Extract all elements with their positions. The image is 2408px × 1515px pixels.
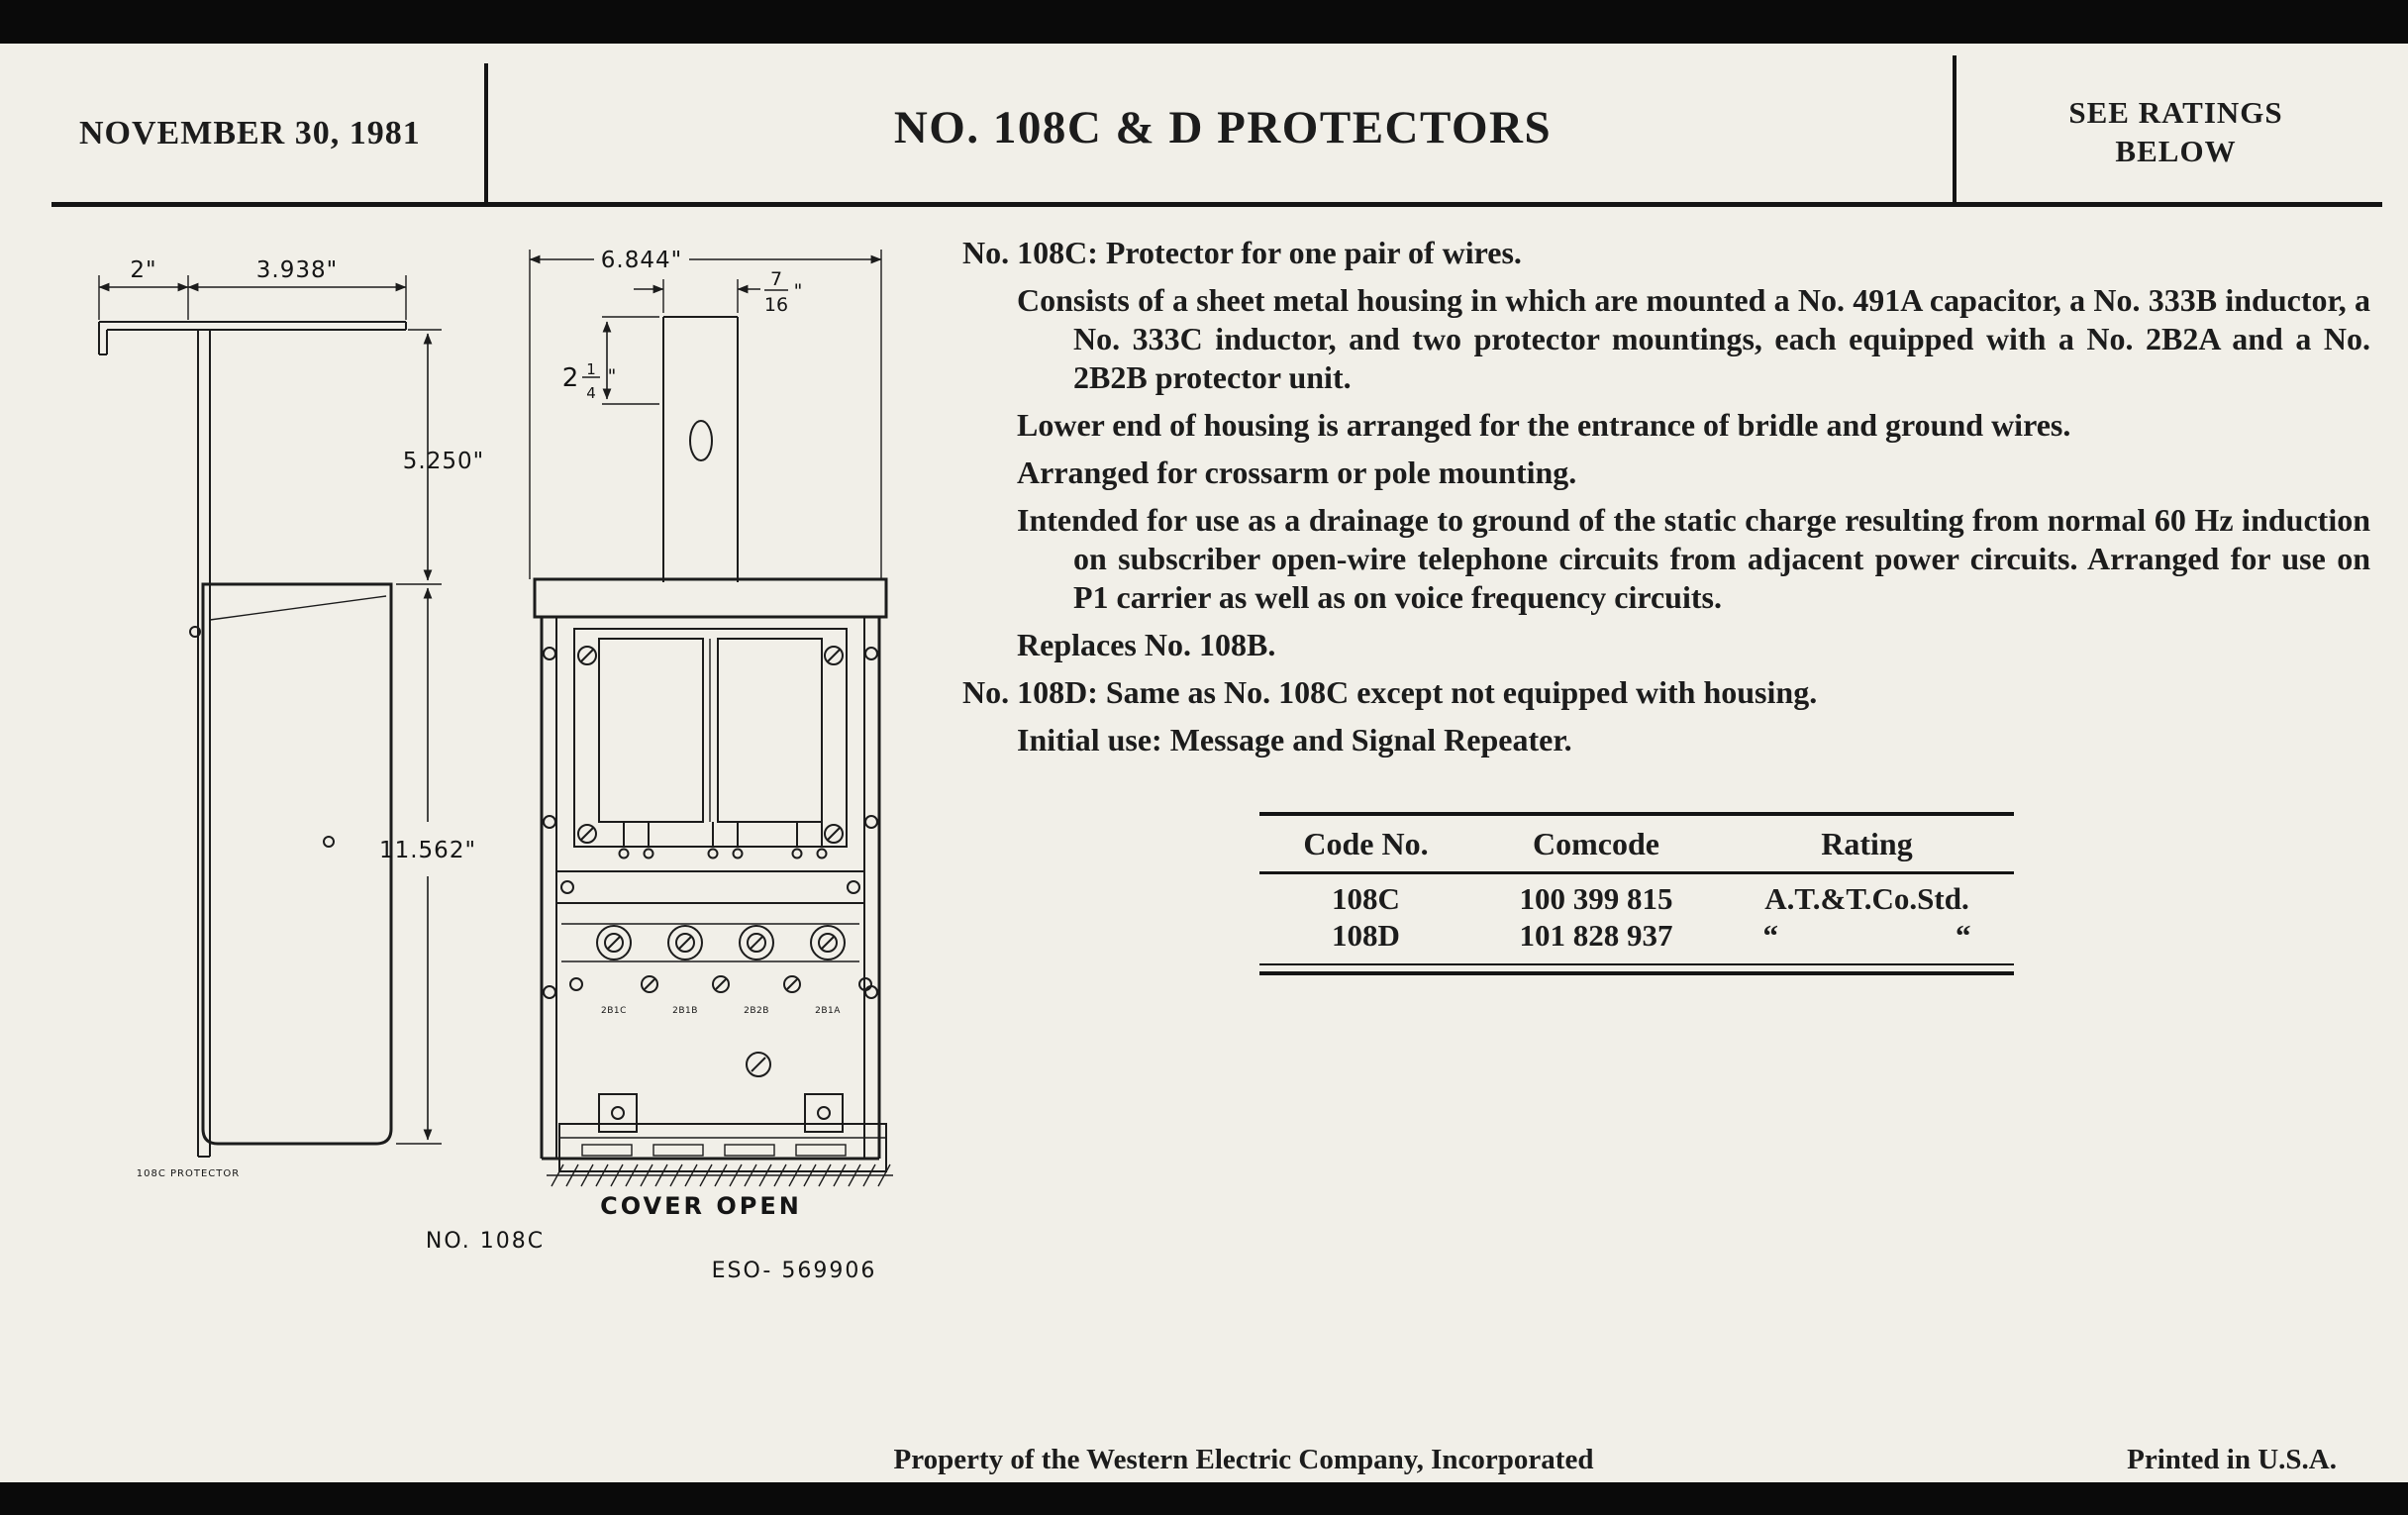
dim-7-16-denominator: 16 [763,294,789,316]
cell-code-108c: 108C [1332,881,1400,916]
dim-7-16-quote: " [793,280,803,302]
description-block [962,234,2370,768]
table-header-rating: Rating [1821,826,1913,861]
table-body [1259,874,2014,963]
para-consists: Consists of a sheet metal housing in which are mounted a No. 491A capacitor, a No. 333B inductor, a No. 333C inductor, and two protector mountings, each equipped with a No. 2B2A and a No. 2B2B protector unit. [1017,282,2370,395]
ratings-note-line1: SEE RATINGS [2068,95,2283,130]
table-rule-bottom-heavy [1259,971,2014,975]
dim-11-562in-label: 11.562" [378,838,477,863]
para-crossarm: Arranged for crossarm or pole mounting. [1017,454,1577,490]
table-header-code: Code No. [1303,826,1429,861]
dim-7-16-numerator: 7 [769,268,783,290]
ratings-note-line2: BELOW [2115,134,2237,168]
terminal-label-4: 2B1A [815,1006,841,1016]
dim-5-250in-label: 5.250" [402,449,485,474]
eso-number-label: ESO- 569906 [711,1259,877,1283]
header-divider-right [1953,55,1956,203]
terminal-label-2: 2B1B [672,1006,698,1016]
table-row-108c [1259,880,2014,917]
technical-drawing [59,228,931,1317]
dim-2-1-4-denominator: 4 [586,384,596,402]
dim-6-844in-label: 6.844" [600,248,683,273]
para-intended-use: Intended for use as a drainage to ground of the static charge resulting from normal 60 Hz induction on subscriber open-wire telephone circuits from adjacent power circuits. Arranged for use on P1 carrier as well as on voice frequency circuits. [1017,502,2370,615]
para-lower-end: Lower end of housing is arranged for the entrance of bridle and ground wires. [1017,407,2071,443]
side-view-drawing [99,257,545,1254]
table-header-comcode: Comcode [1533,826,1659,861]
footer-printed-notice: Printed in U.S.A. [2127,1444,2337,1475]
scan-border-bottom [0,1482,2408,1515]
cover-open-label: COVER OPEN [600,1192,802,1220]
ratings-note [1985,93,2366,170]
terminal-label-3: 2B2B [744,1006,769,1016]
terminal-label-1: 2B1C [601,1006,627,1016]
table-row-108d [1259,917,2014,954]
para-108c-lead: No. 108C: Protector for one pair of wires. [962,235,1522,270]
cell-comcode-108c: 100 399 815 [1519,881,1673,916]
front-view-drawing [530,248,893,1283]
footer-property-notice: Property of the Western Electric Company, Incorporated [893,1444,1594,1475]
dim-2-1-4-numerator: 1 [586,360,596,378]
dim-2-1-4-quote: " [607,365,617,387]
page-title: NO. 108C & D PROTECTORS [893,102,1553,153]
document-date: NOVEMBER 30, 1981 [79,115,421,152]
cell-code-108d: 108D [1332,918,1400,953]
table-header-row [1259,816,2014,871]
dim-2-1-4-whole: 2 [561,363,579,393]
protector-tag-label: 108C PROTECTOR [136,1168,241,1179]
ditto-mark-left: “ [1762,918,1778,953]
scan-border-top [0,0,2408,44]
ratings-table [1259,812,2014,975]
para-initial-use: Initial use: Message and Signal Repeater. [1017,722,1572,758]
ditto-mark-right: “ [1956,918,1971,953]
para-replaces: Replaces No. 108B. [1017,627,1276,662]
header-rule [51,202,2382,207]
para-108d-lead: No. 108D: Same as No. 108C except not equipped with housing. [962,674,1818,710]
cell-rating-108d [1720,917,2014,954]
figure-no-label: NO. 108C [425,1229,546,1254]
dim-2in-label: 2" [130,257,157,283]
header-divider-left [484,63,488,203]
cell-rating-108c: A.T.&T.Co.Std. [1764,881,1969,916]
dim-3-938in-label: 3.938" [255,257,339,283]
ditto-marks [1763,917,1971,954]
cell-comcode-108d: 101 828 937 [1519,918,1673,953]
